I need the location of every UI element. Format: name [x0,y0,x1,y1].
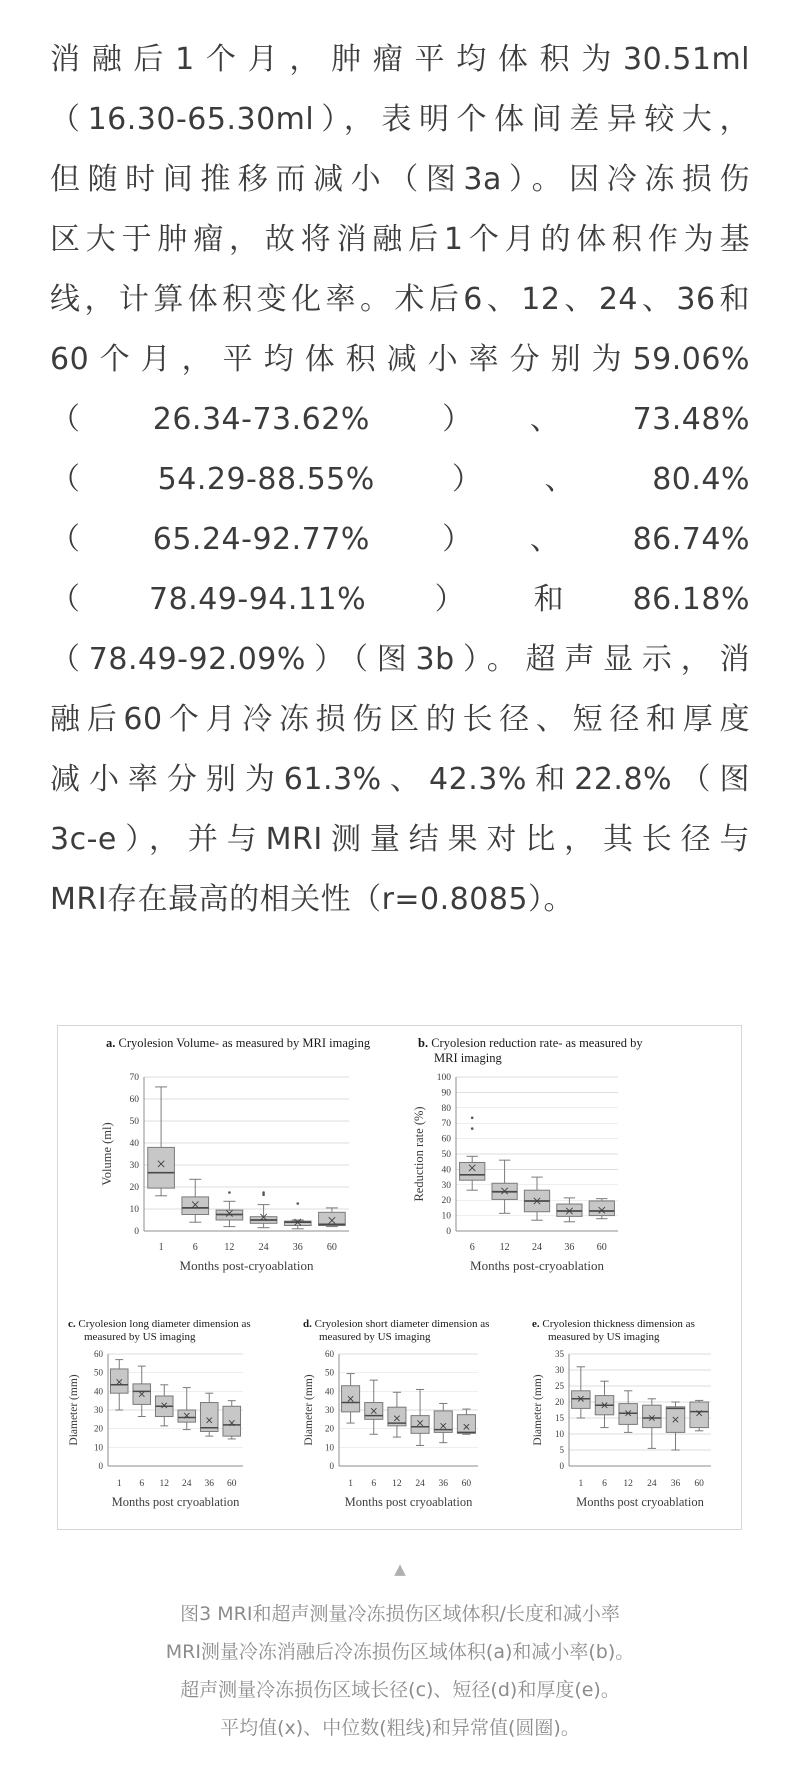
svg-text:50: 50 [325,1367,334,1378]
chart-a-box-month-24 [250,1191,277,1228]
chart-d-box-month-1 [342,1374,360,1423]
outlier-dot [262,1191,265,1194]
svg-text:60: 60 [326,1242,337,1253]
chart-c-box-month-1 [110,1360,128,1410]
svg-text:Diameter (mm): Diameter (mm) [303,1374,315,1446]
svg-text:30: 30 [94,1405,103,1415]
article-text-line: （16.30-65.30ml），表明个体间差异较大， [50,102,750,137]
svg-text:90: 90 [441,1088,451,1099]
svg-text:30: 30 [325,1405,334,1415]
outlier-dot [228,1191,231,1194]
svg-text:12: 12 [159,1479,169,1489]
svg-text:Reduction rate (%): Reduction rate (%) [412,1106,426,1202]
article-text-line: 60个月，平均体积减小率分别为59.06% [50,342,750,377]
svg-text:1: 1 [578,1479,584,1489]
chart-b-box-month-24 [524,1177,549,1220]
svg-text:20: 20 [129,1183,139,1193]
svg-text:6: 6 [139,1479,145,1489]
svg-text:1: 1 [116,1479,122,1489]
chart-panel-b [410,1036,650,1278]
caption-line: 超声测量冷冻损伤区域长径(c)、短径(d)和厚度(e)。 [180,1679,620,1701]
svg-text:36: 36 [292,1242,303,1253]
svg-text:40: 40 [129,1139,139,1149]
chart-e-title: e. Cryolesion thickness dimension as measured by US imaging [532,1318,695,1344]
svg-text:Months post-cryoablation: Months post-cryoablation [470,1258,604,1273]
outlier-dot [471,1127,474,1130]
svg-text:10: 10 [325,1442,334,1453]
caption-line: 图3 MRI和超声测量冷冻损伤区域体积/长度和减小率 [180,1603,620,1625]
svg-text:Diameter (mm): Diameter (mm) [532,1374,544,1446]
article-text-line: 消融后1个月，肿瘤平均体积为30.51ml [50,42,750,77]
chart-panel-c [66,1318,261,1512]
figure-3-panel [57,1025,742,1530]
chart-b-box-month-60 [589,1199,614,1219]
article-paragraph [50,30,750,930]
svg-text:0: 0 [134,1227,139,1237]
outlier-dot [296,1202,299,1205]
svg-text:0: 0 [559,1461,564,1471]
svg-text:30: 30 [129,1161,139,1171]
chart-panel-a [98,1036,371,1278]
chart-c-box-month-6 [133,1366,151,1416]
svg-text:100: 100 [436,1073,451,1083]
svg-text:80: 80 [441,1103,451,1114]
svg-text:15: 15 [555,1413,564,1423]
chart-a-boxplot [98,1066,368,1278]
svg-text:5: 5 [559,1445,564,1455]
chart-b-box-month-12 [492,1160,517,1213]
svg-text:60: 60 [325,1349,334,1359]
svg-text:50: 50 [94,1367,103,1378]
svg-text:60: 60 [461,1479,472,1489]
svg-text:12: 12 [224,1242,235,1253]
chart-e-box-month-36 [666,1402,684,1450]
svg-text:6: 6 [371,1479,377,1489]
chart-a-title: a. Cryolesion Volume- as measured by MRI imaging [106,1036,371,1050]
chart-b-boxplot [410,1066,650,1278]
svg-text:10: 10 [441,1211,451,1222]
chart-c-box-month-12 [155,1385,173,1426]
svg-text:12: 12 [392,1479,402,1489]
svg-text:24: 24 [258,1242,269,1253]
svg-text:12: 12 [499,1242,510,1253]
article-text-line: 线，计算体积变化率。术后6、12、24、36和 [50,282,750,317]
svg-text:1: 1 [348,1479,353,1489]
svg-text:10: 10 [129,1205,139,1215]
chart-d-box-month-12 [388,1392,406,1437]
chart-e-box-month-1 [572,1367,590,1418]
outlier-dot [471,1117,474,1120]
svg-text:24: 24 [647,1479,657,1489]
svg-text:70: 70 [441,1119,451,1130]
svg-text:6: 6 [602,1479,607,1489]
svg-text:10: 10 [555,1429,564,1439]
chart-b-box-month-36 [557,1198,582,1222]
chart-a-box-month-60 [319,1208,346,1227]
chart-a-box-month-1 [148,1087,175,1196]
svg-text:60: 60 [94,1349,103,1359]
chart-a-box-month-6 [182,1179,209,1222]
chart-c-box-month-36 [200,1393,218,1436]
svg-text:20: 20 [94,1423,103,1434]
svg-text:Diameter (mm): Diameter (mm) [68,1374,80,1446]
svg-text:36: 36 [564,1242,575,1253]
chart-d-title: d. Cryolesion short diameter dimension as measured by US imaging [303,1318,490,1344]
chart-e-box-month-60 [690,1400,708,1430]
svg-text:Volume (ml): Volume (ml) [100,1122,114,1186]
chart-e-boxplot [530,1346,725,1512]
svg-text:60: 60 [694,1479,704,1489]
caption-line: MRI测量冷冻消融后冷冻损伤区域体积(a)和减小率(b)。 [165,1641,635,1663]
svg-text:Months post-cryoablation: Months post-cryoablation [179,1258,314,1273]
chart-d-boxplot [301,1346,496,1512]
chart-c-box-month-24 [178,1388,196,1430]
svg-text:6: 6 [469,1242,475,1253]
chart-b-box-month-6 [460,1117,485,1191]
article-text-line: 减小率分别为61.3%、42.3%和22.8%（图 [50,762,750,797]
caption-pointer-triangle-icon: ▲ [394,1560,406,1578]
svg-text:50: 50 [441,1150,451,1160]
article-text-line: 3c-e），并与MRI测量结果对比，其长径与 [50,822,750,857]
chart-panel-d [301,1318,496,1512]
svg-text:24: 24 [415,1479,425,1489]
chart-c-title: c. Cryolesion long diameter dimension as measured by US imaging [68,1318,251,1344]
chart-e-box-month-12 [619,1391,637,1433]
chart-c-box-month-60 [223,1401,241,1439]
svg-text:40: 40 [325,1386,334,1397]
svg-text:12: 12 [623,1479,633,1489]
svg-text:1: 1 [158,1242,164,1253]
svg-text:20: 20 [441,1196,451,1207]
chart-e-box-month-6 [595,1381,613,1427]
article-text-line: 区大于肿瘤，故将消融后1个月的体积作为基 [50,222,750,257]
svg-text:40: 40 [94,1386,103,1397]
svg-text:24: 24 [182,1479,192,1489]
chart-b-title: b. Cryolesion reduction rate- as measured by MRI imaging [418,1036,643,1066]
svg-text:60: 60 [129,1095,139,1105]
svg-text:60: 60 [596,1242,607,1253]
svg-text:36: 36 [438,1479,448,1489]
svg-text:0: 0 [98,1461,103,1471]
article-text-line: MRI存在最高的相关性（r=0.8085）。 [50,882,575,917]
article-text-line: （26.34-73.62%）、73.48% [50,402,750,437]
svg-text:Months post cryoablation: Months post cryoablation [344,1495,473,1509]
chart-d-box-month-36 [434,1403,452,1442]
chart-c-boxplot [66,1346,261,1512]
svg-text:36: 36 [670,1479,681,1489]
caption-line: 平均值(x)、中位数(粗线)和异常值(圆圈)。 [220,1717,580,1739]
chart-e-box-month-24 [643,1399,661,1449]
svg-text:50: 50 [129,1117,139,1127]
svg-text:24: 24 [532,1242,542,1253]
svg-text:35: 35 [555,1349,564,1359]
svg-text:36: 36 [204,1479,214,1489]
svg-text:10: 10 [94,1442,103,1453]
svg-text:6: 6 [192,1242,198,1253]
svg-text:60: 60 [227,1479,237,1489]
chart-d-box-month-6 [365,1380,383,1434]
chart-d-box-month-60 [457,1409,475,1434]
svg-text:0: 0 [446,1227,451,1237]
svg-text:0: 0 [329,1461,334,1471]
article-text-line: （78.49-94.11%）和86.18% [50,582,750,617]
article-text-line: 融后60个月冷冻损伤区的长径、短径和厚度 [50,702,750,737]
svg-text:30: 30 [555,1365,564,1375]
svg-text:Months post cryoablation: Months post cryoablation [576,1495,704,1509]
svg-text:20: 20 [555,1397,564,1407]
figure-caption [40,1595,760,1747]
chart-a-box-month-36 [284,1202,311,1229]
chart-panel-e [530,1318,725,1512]
article-text-line: （78.49-92.09%）（图3b）。超声显示，消 [50,642,750,677]
svg-text:30: 30 [441,1180,451,1191]
svg-text:25: 25 [555,1381,564,1391]
svg-text:70: 70 [129,1073,139,1083]
article-text-line: （54.29-88.55%）、80.4% [50,462,750,497]
svg-text:60: 60 [441,1134,451,1145]
svg-text:40: 40 [441,1165,451,1176]
chart-d-box-month-24 [411,1389,429,1445]
svg-text:Months post cryoablation: Months post cryoablation [111,1495,240,1509]
svg-text:20: 20 [325,1423,334,1434]
article-text-line: 但随时间推移而减小（图3a）。因冷冻损伤 [50,162,750,197]
article-text-line: （65.24-92.77%）、86.74% [50,522,750,557]
